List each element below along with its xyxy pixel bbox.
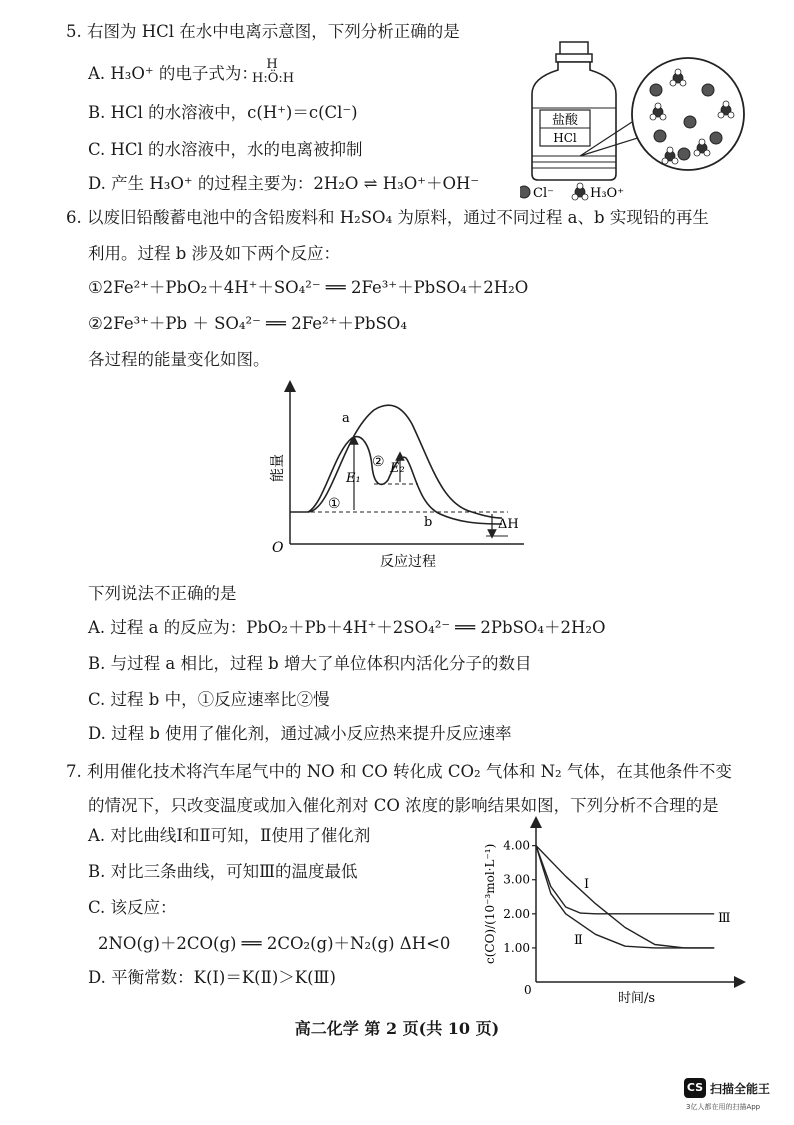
q5-option-a-text: A. H₃O⁺ 的电子式为：	[88, 64, 258, 83]
q6-energy-diagram	[262, 376, 532, 572]
series-label-2: Ⅱ	[574, 933, 583, 948]
scanner-subtitle: 3亿人都在用的扫描App	[686, 1103, 761, 1111]
q7-stem-2: 的情况下，只改变温度或加入催化剂对 CO 浓度的影响结果如图，下列分析不合理的是	[88, 796, 719, 815]
q7-option-c: C. 该反应：	[88, 898, 177, 917]
curve-a-label: a	[342, 411, 350, 426]
q5-option-d: D. 产生 H₃O⁺ 的过程主要为：2H₂O ⇌ H₃O⁺＋OH⁻	[88, 174, 480, 193]
q5-option-c: C. HCl 的水溶液中，水的电离被抑制	[88, 140, 363, 159]
q5-stem: 5. 右图为 HCl 在水中电离示意图，下列分析正确的是	[66, 22, 460, 41]
series-label-3: Ⅲ	[718, 911, 731, 926]
curve-b-label: b	[424, 515, 433, 530]
q6-reaction-2: ②2Fe³⁺＋Pb ＋ SO₄²⁻ ══ 2Fe²⁺＋PbSO₄	[88, 314, 407, 333]
q7-option-c-equation: 2NO(g)＋2CO(g) ══ 2CO₂(g)＋N₂(g) ΔH<0	[98, 934, 451, 953]
bottle-label-text-1: 盐酸	[551, 113, 579, 128]
energy-y-label: 能量	[270, 454, 286, 482]
q6-reaction-1: ①2Fe²⁺＋PbO₂＋4H⁺＋SO₄²⁻ ══ 2Fe³⁺＋PbSO₄＋2H₂O	[88, 278, 529, 297]
series-line-1	[536, 846, 714, 948]
step-1-label: ①	[328, 496, 341, 512]
co-x-label: 时间/s	[618, 991, 656, 1006]
q7-stem-1: 7. 利用催化技术将汽车尾气中的 NO 和 CO 转化成 CO₂ 气体和 N₂ 气体，在其他条件不变	[66, 762, 732, 781]
q5-option-a	[88, 64, 258, 84]
q7-co-chart	[478, 814, 748, 1006]
q6-stem-2: 利用。过程 b 涉及如下两个反应：	[88, 244, 341, 263]
q5-lewis-structure	[252, 57, 295, 86]
bottle-label-text-2: HCl	[553, 131, 577, 145]
series-label-1: Ⅰ	[584, 877, 590, 892]
scanner-logo-icon: CS	[684, 1078, 706, 1098]
q7-option-a: A. 对比曲线Ⅰ和Ⅱ可知，Ⅱ使用了催化剂	[88, 826, 371, 845]
q7-option-b: B. 对比三条曲线，可知Ⅲ的温度最低	[88, 862, 358, 881]
q6-energy-note: 各过程的能量变化如图。	[88, 350, 270, 369]
lewis-top-h: H	[266, 57, 278, 72]
y-tick-label: 1.00	[503, 940, 530, 955]
legend-h3o-label: H₃O⁺	[590, 186, 625, 201]
energy-origin: O	[272, 540, 284, 556]
q6-option-a: A. 过程 a 的反应为：PbO₂＋Pb＋4H⁺＋2SO₄²⁻ ══ 2PbSO₄＋2H₂O	[88, 618, 606, 637]
co-origin: 0	[524, 983, 532, 997]
q6-option-c: C. 过程 b 中，①反应速率比②慢	[88, 690, 330, 709]
lewis-middle: H:Ö:H	[252, 71, 295, 86]
y-tick-label: 4.00	[503, 838, 530, 853]
e2-label: E₂	[390, 461, 405, 476]
q7-option-d: D. 平衡常数：K(Ⅰ)＝K(Ⅱ)＞K(Ⅲ)	[88, 968, 336, 987]
q5-option-b: B. HCl 的水溶液中，c(H⁺)＝c(Cl⁻)	[88, 103, 358, 122]
energy-x-label: 反应过程	[380, 554, 436, 570]
step-2-label: ②	[372, 454, 385, 470]
scanner-name: 扫描全能王	[710, 1082, 771, 1096]
legend-cl-label: Cl⁻	[533, 186, 554, 201]
legend-h3o-icon	[572, 183, 588, 200]
e1-label: E₁	[346, 471, 361, 486]
q5-bottle-figure	[520, 38, 780, 208]
y-tick-label: 3.00	[503, 872, 530, 887]
series-line-2	[536, 846, 714, 948]
q6-option-d: D. 过程 b 使用了催化剂，通过减小反应热来提升反应速率	[88, 724, 512, 743]
q6-option-b: B. 与过程 a 相比，过程 b 增大了单位体积内活化分子的数目	[88, 654, 532, 673]
q6-stem-1: 6. 以废旧铅酸蓄电池中的含铅废料和 H₂SO₄ 为原料，通过不同过程 a、b 实现铅的再生	[66, 208, 709, 227]
co-y-label: c(CO)/(10⁻³mol·L⁻¹)	[483, 843, 497, 964]
dh-label: ΔH	[498, 517, 519, 532]
page-footer: 高二化学 第 2 页(共 10 页)	[294, 1019, 500, 1038]
scanner-badge	[684, 1078, 794, 1118]
y-tick-label: 2.00	[503, 906, 530, 921]
legend-cl-icon	[520, 186, 530, 198]
q6-ask: 下列说法不正确的是	[88, 584, 237, 603]
series-line-3	[536, 846, 714, 914]
